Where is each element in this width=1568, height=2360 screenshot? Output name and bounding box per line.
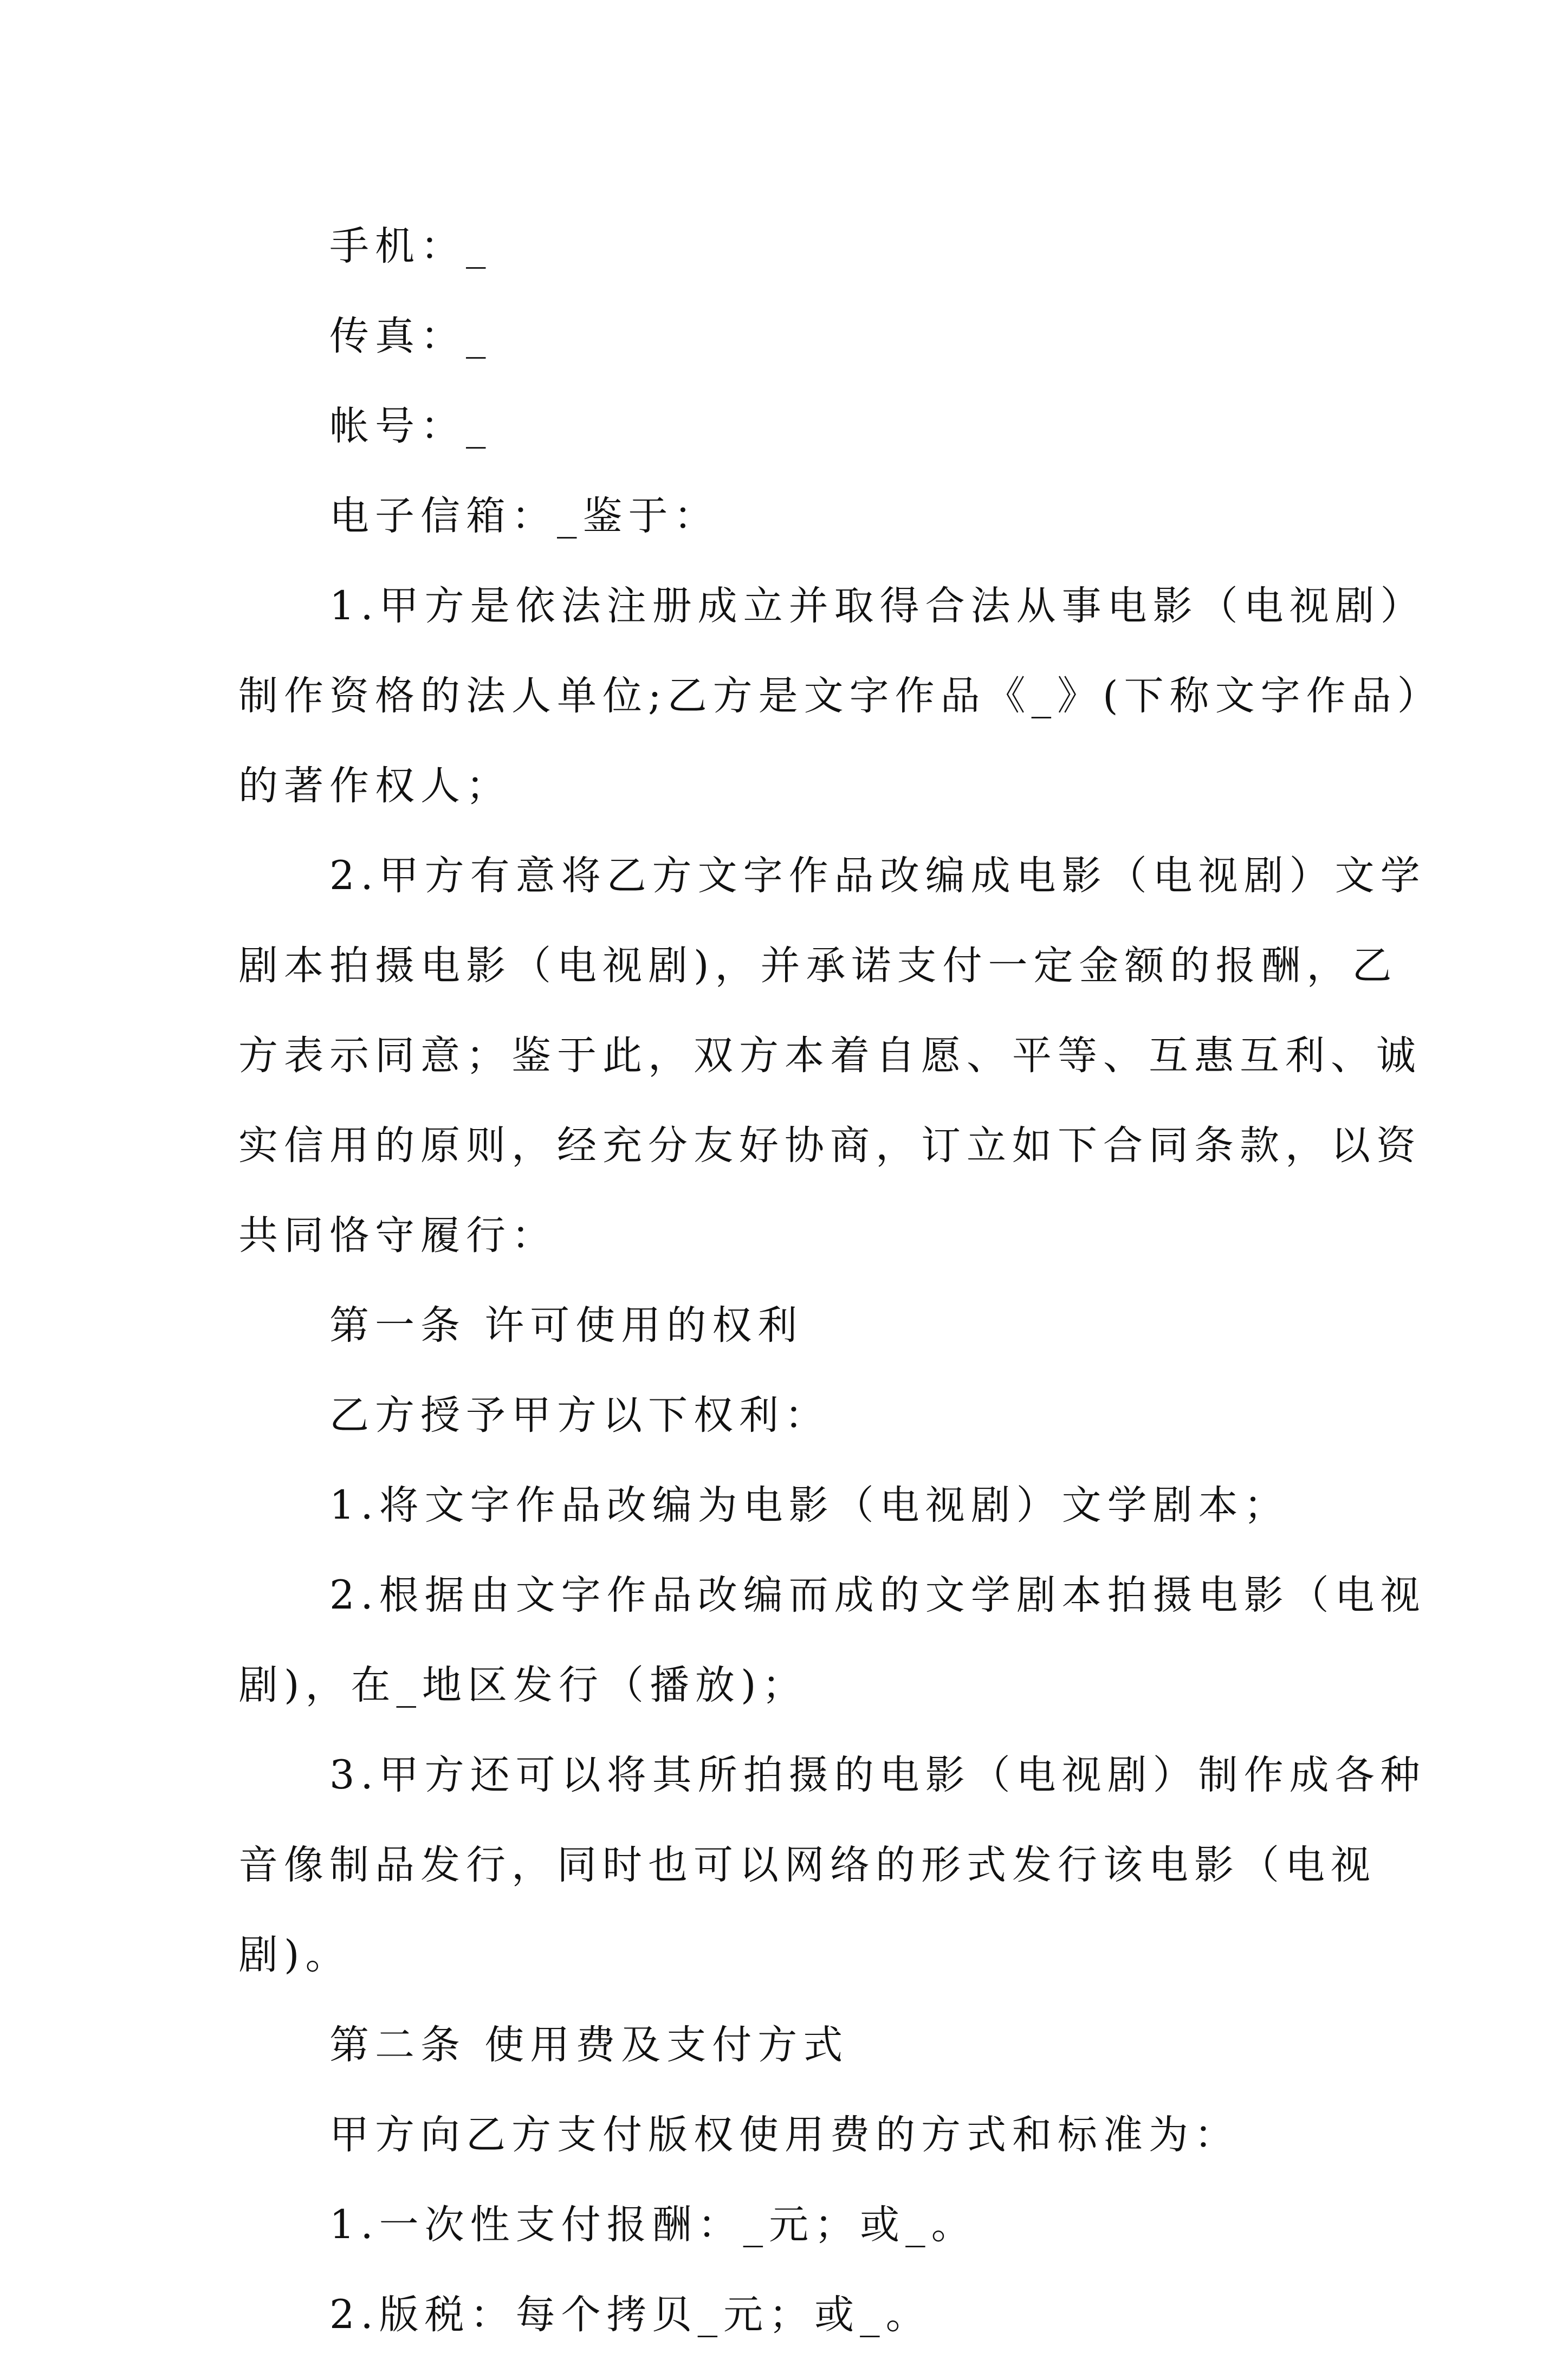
article-1-item-2-line-2: 剧)，在_地区发行（播放)； xyxy=(238,1662,808,1708)
article-1-item-1: 1.将文字作品改编为电影（电视剧）文学剧本； xyxy=(329,1482,1290,1528)
whereas-1-line-3: 的著作权人； xyxy=(238,763,511,809)
whereas-1-line-2: 制作资格的法人单位;乙方是文字作品《_》(下称文字作品） xyxy=(238,673,1443,719)
article-1-item-3-line-2: 音像制品发行，同时也可以网络的形式发行该电影（电视 xyxy=(238,1842,1376,1888)
article-1-intro: 乙方授予甲方以下权利： xyxy=(329,1392,830,1438)
whereas-2-line-2: 剧本拍摄电影（电视剧)，并承诺支付一定金额的报酬，乙 xyxy=(238,943,1398,989)
whereas-1-line-1: 1.甲方是依法注册成立并取得合法从事电影（电视剧） xyxy=(329,583,1426,629)
whereas-2-line-3: 方表示同意；鉴于此，双方本着自愿、平等、互惠互利、诚 xyxy=(238,1033,1422,1079)
whereas-2-line-5: 共同恪守履行： xyxy=(238,1213,557,1259)
article-2-item-1: 1.一次性支付报酬：_元；或_。 xyxy=(329,2202,977,2248)
article-1-heading: 第一条 许可使用的权利 xyxy=(329,1302,804,1348)
fax-line: 传真：_ xyxy=(329,313,492,359)
whereas-2-line-1: 2.甲方有意将乙方文字作品改编成电影（电视剧）文学 xyxy=(329,853,1426,899)
article-2-intro: 甲方向乙方支付版权使用费的方式和标准为： xyxy=(329,2112,1240,2158)
account-line: 帐号：_ xyxy=(329,403,492,449)
article-1-item-3-line-3: 剧)。 xyxy=(238,1932,351,1978)
article-1-item-2-line-1: 2.根据由文字作品改编而成的文学剧本拍摄电影（电视 xyxy=(329,1572,1426,1618)
article-2-heading: 第二条 使用费及支付方式 xyxy=(329,2022,849,2068)
article-2-item-2: 2.版税：每个拷贝_元；或_。 xyxy=(329,2292,931,2338)
phone-line: 手机：_ xyxy=(329,223,492,269)
email-line: 电子信箱：_鉴于： xyxy=(329,493,720,539)
article-1-item-3-line-1: 3.甲方还可以将其所拍摄的电影（电视剧）制作成各种 xyxy=(329,1752,1426,1798)
whereas-2-line-4: 实信用的原则，经充分友好协商，订立如下合同条款，以资 xyxy=(238,1123,1422,1169)
contract-text xyxy=(238,202,1443,2360)
